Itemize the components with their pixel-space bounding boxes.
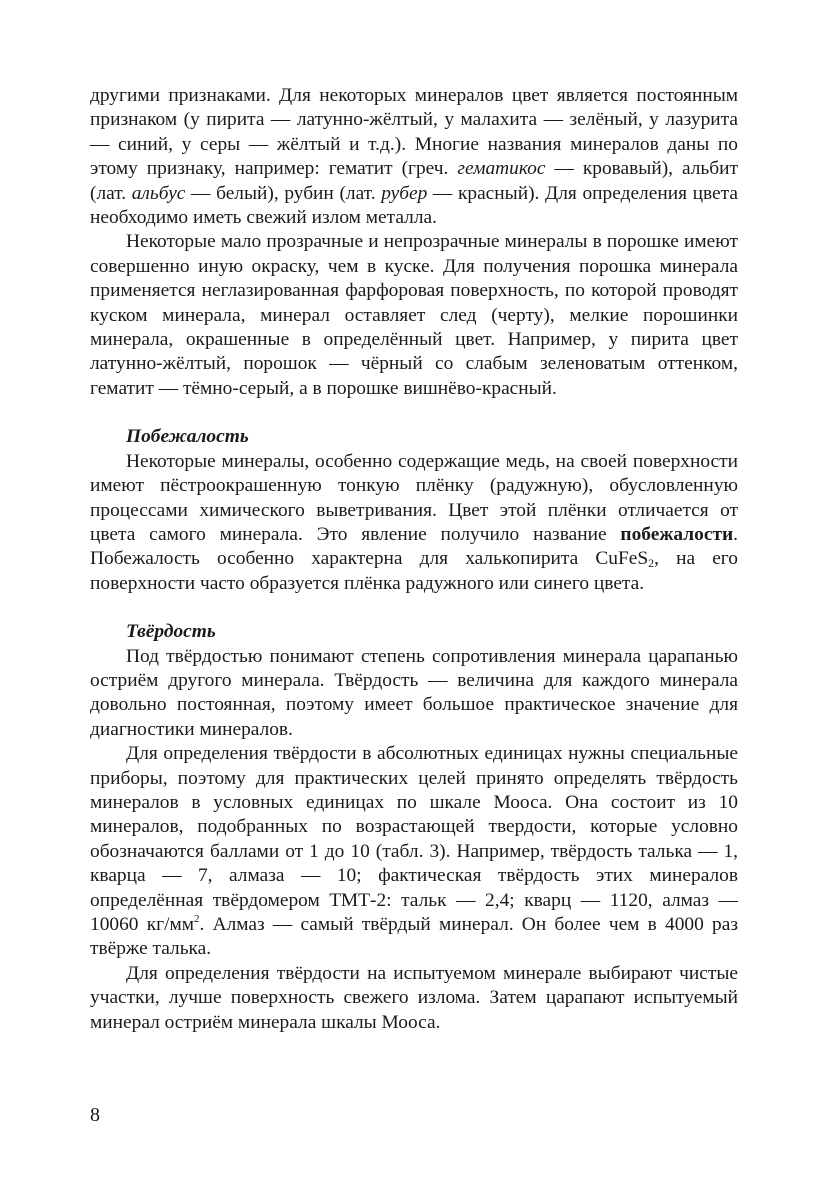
paragraph-hardness-mohs: Для определения твёрдости в абсолютных единицах нужны специальные приборы, поэтому для практических целей принято определять твёрдость минералов в условных единицах по шкале Мооса. Она состоит из 10 минералов, подобранных по возрастающей твердости, которые условно обозначаются баллами от 1 до 10 (табл. 3). Например, твёрдость талька — 1, кварца — 7, алмаза — 10; фактическая твёрдость этих минералов определённая твёрдомером ТМТ-2: тальк — 2,4; кварц — 1120, алмаз — 10060 $кг/мм^2$. Алмаз — самый твёрдый минерал. Он более чем в 4000 раз твёрже талька. [90, 743, 738, 960]
paragraph-color: другими признаками. Для некоторых минералов цвет является постоянным признаком (у пирита — латунно-жёлтый, у малахита — зелёный, у лазурита — синий, у серы — жёлтый и т.д.). Многие названия минералов даны по этому признаку, например: гематит (греч. гематикос — кровавый), альбит (лат. альбус — белый), рубин (лат. рубер — красный). Для определения цвета необходимо иметь свежий излом металла. [90, 85, 738, 229]
italic-term-ruber: рубер [381, 182, 428, 204]
page-number: 8 [90, 1104, 100, 1126]
italic-term-hematikos: гематикос [457, 158, 546, 180]
formula-subscript: 2 [648, 556, 655, 571]
paragraph-streak: Некоторые мало прозрачные и непрозрачные минералы в порошке имеют совершенно иную окраску, чем в куске. Для получения порошка минерала применяется неглазированная фарфоровая поверхность, по которой проводят куском минерала, минерал оставляет след (черту), мелкие порошинки минерала, окрашенные в определённый цвет. Например, у пирита цвет латунно-жёлтый, порошок — чёрный со слабым зеленоватым оттенком, гематит — тёмно-серый, а в порошке вишнёво-красный. [90, 231, 738, 399]
heading-hardness: Твёрдость [126, 621, 216, 643]
heading-tarnish: Побежалость [126, 426, 249, 448]
bold-term-tarnish: побежалости [620, 523, 734, 545]
paragraph-hardness-definition: Под твёрдостью понимают степень сопротивления минерала царапанью остриём другого минерала. Твёрдость — величина для каждого минерала довольно постоянная, поэтому имеет большое практическое значение для диагностики минералов. [90, 645, 738, 740]
italic-term-albus: альбус [131, 182, 186, 204]
paragraph-hardness-method: Для определения твёрдости на испытуемом минерале выбирают чистые участки, лучше поверхность свежего излома. Затем царапают испытуемый минерал остриём минерала шкалы Мооса. [90, 962, 738, 1033]
unit-superscript: 2 [194, 913, 200, 925]
page-body [90, 84, 738, 1035]
paragraph-tarnish: Некоторые минералы, особенно содержащие медь, на своей поверхности имеют пёстроокрашенную тонкую плёнку (радужную), обусловленную процессами химического выветривания. Цвет этой плёнки отличается от цвета самого минерала. Это явление получило название побежалости. Побежалость особенно характерна для халькопирита CuFeS$_2$, на его поверхности часто образуется плёнка радужного или синего цвета. [90, 450, 738, 594]
